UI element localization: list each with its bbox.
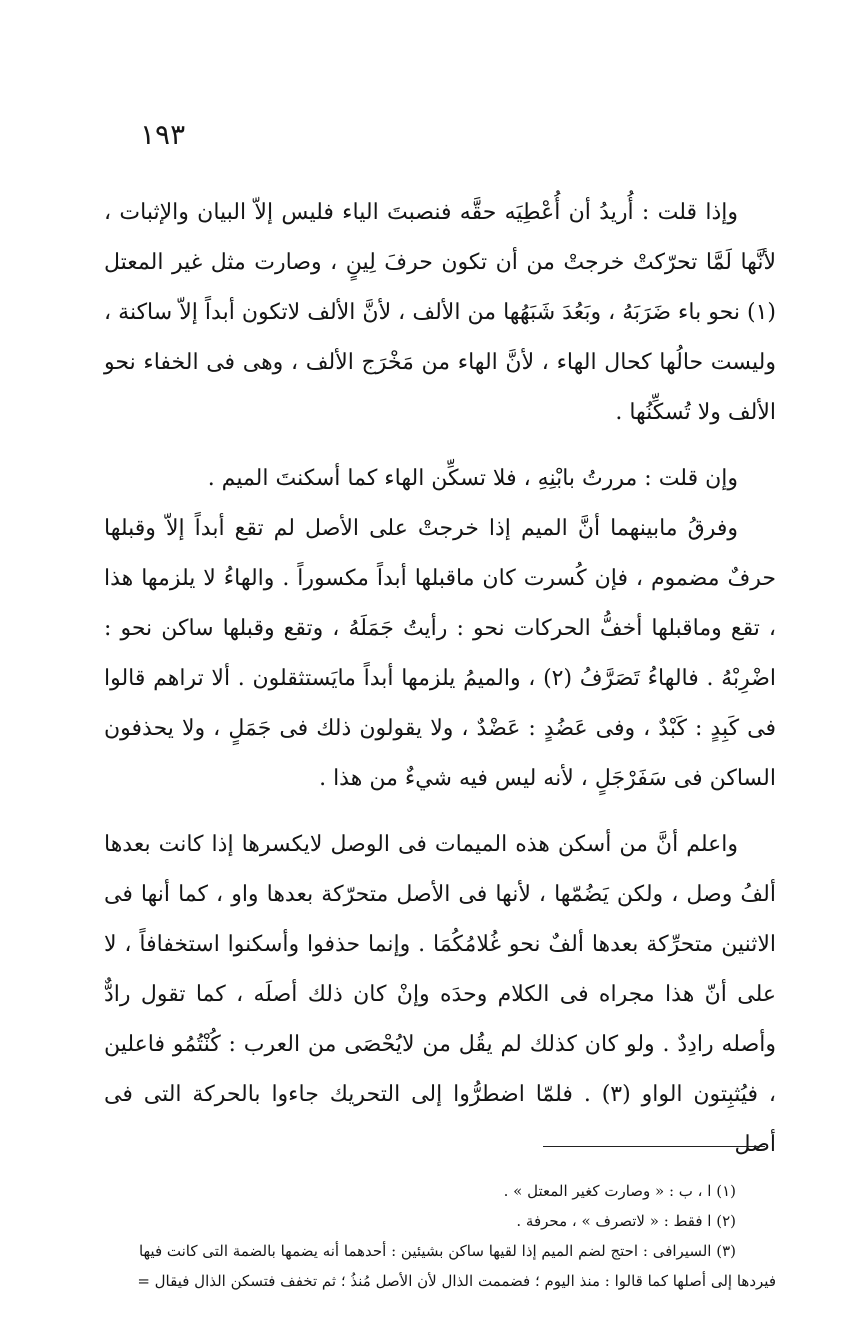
page-number: ١٩٣ [140, 118, 186, 151]
paragraph: وإذا قلت : أُريدُ أن أُعْطِيَه حقَّه فنصبتَ الياء فليس إلاّ البيان والإثبات ، لأنَّها لَمَّا تحرّكتْ خرجتْ من أن تكون حرفَ لِينٍ ، وصارت مثل غير المعتل (١) نحو باء ضَرَبَهُ ، وبَعُدَ شَبَهُها من الألف ، لأنَّ الألف لاتكون أبداً إلاّ ساكنة ، وليست حالُها كحال الهاء ، لأنَّ الهاء من مَخْرَج الألف ، وهى فى الخفاء نحو الألف ولا تُسكِّنُها . [104, 200, 776, 425]
footnote: (٣) السيرافى : احتج لضم الميم إذا لقيها ساكن بشيئين : أحدهما أنه يضمها بالضمة التى كانت فيها [138, 1242, 736, 1260]
main-text [104, 188, 776, 1170]
footnote: (١) ا ، ب : « وصارت كغير المعتل » . [503, 1182, 736, 1200]
footnote: (٢) ا فقط : « لاتصرف » ، محرفة . [516, 1212, 736, 1230]
footnote-continuation: فيردها إلى أصلها كما قالوا : منذ اليوم ؛ فضممت الذال لأن الأصل مُنذُ ؛ ثم تخفف فتسكن الذال فيقال = [137, 1272, 776, 1290]
footnote-separator [543, 1146, 765, 1147]
paragraph: وفرقُ مابينهما أنَّ الميم إذا خرجتْ على الأصل لم تقع أبداً إلاّ وقبلها حرفٌ مضموم ، فإن كُسرت كان ماقبلها أبداً مكسوراً . والهاءُ لا يلزمها هذا ، تقع وماقبلها أخفُّ الحركات نحو : رأيتُ جَمَلَهُ ، وتقع وقبلها ساكن نحو : اضْرِبْهُ . فالهاءُ تَصَرَّفُ (٢) ، والميمُ يلزمها أبداً مايَستثقلون . ألا تراهم قالوا فى كَبِدٍ : كَبْدٌ ، وفى عَضُدٍ : عَضْدٌ ، ولا يقولون ذلك فى جَمَلٍ ، ولا يحذفون الساكن فى سَفَرْجَلٍ ، لأنه ليس فيه شيءٌ من هذا . [104, 516, 777, 791]
footnotes [104, 1176, 776, 1296]
paragraph: واعلم أنَّ من أسكن هذه الميمات فى الوصل لايكسرها إذا كانت بعدها ألفُ وصل ، ولكن يَضُمّها ، لأنها فى الأصل متحرّكة بعدها واو ، كما أنها فى الاثنين متحرِّكة بعدها ألفٌ نحو غُلامُكُمَا . وإنما حذفوا وأسكنوا استخفافاً ، لا على أنّ هذا مجراه فى الكلام وحدَه وإنْ كان ذلك أصلَه ، كما تقول رادٌّ وأصله رادِدٌ . ولو كان كذلك لم يقُل من لايُحْصَى من العرب : كُنْتُمُو فاعلين ، فيُثبِتون الواو (٣) . فلمّا اضطرُّوا إلى التحريك جاءوا بالحركة التى فى أصل [104, 832, 776, 1157]
paragraph: وإن قلت : مررتُ بابْنِهِ ، فلا تسكِّن الهاء كما أسكنتَ الميم . [207, 466, 738, 491]
